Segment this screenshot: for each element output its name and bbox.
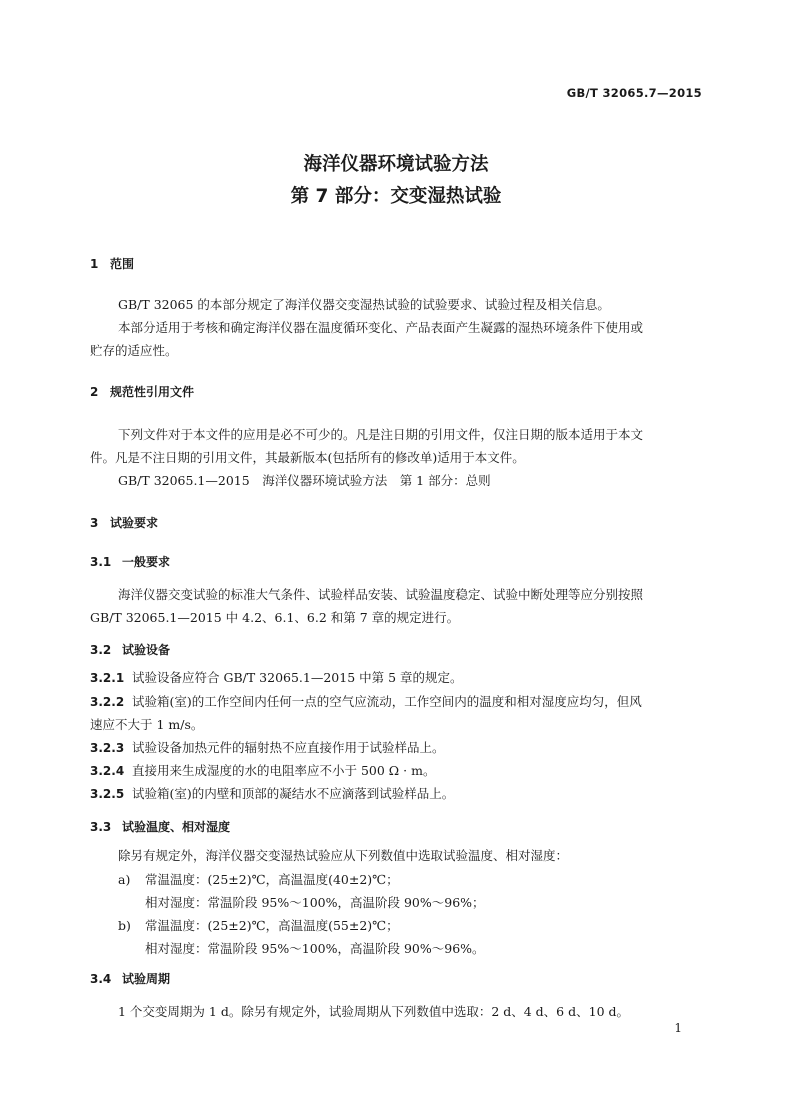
paragraph-continuation: 件。凡是不注日期的引用文件，其最新版本(包括所有的修改单)适用于本文件。 (90, 450, 525, 465)
subsection-3-2-heading (90, 641, 170, 658)
subsection-number: 3.3 (90, 820, 112, 834)
standard-number: GB/T 32065.7—2015 (566, 86, 702, 100)
list-text: 常温温度：(25±2)℃，高温温度(55±2)℃； (145, 918, 399, 933)
paragraph: 本部分适用于考核和确定海洋仪器在温度循环变化、产品表面产生凝露的湿热环境条件下使用或 (118, 320, 644, 335)
section-number: 3 (90, 516, 99, 530)
subsection-3-4-heading (90, 970, 170, 987)
subsection-number: 3.4 (90, 972, 112, 986)
paragraph: 海洋仪器交变试验的标准大气条件、试验样品安装、试验温度稳定、试验中断处理等应分别按照 (118, 587, 644, 602)
paragraph: 除另有规定外，海洋仪器交变湿热试验应从下列数值中选取试验温度、相对湿度： (118, 848, 569, 863)
subsection-3-3-heading (90, 818, 230, 835)
list-label: b) (118, 918, 131, 933)
clause-3-2-3 (90, 738, 445, 756)
clause-number: 3.2.1 (90, 671, 125, 685)
paragraph: GB/T 32065 的本部分规定了海洋仪器交变湿热试验的试验要求、试验过程及相关信息。 (118, 297, 610, 312)
page-number: 1 (674, 1021, 682, 1035)
subsection-title: 试验温度、相对湿度 (122, 820, 231, 834)
doc-title-line2: 第 7 部分：交变湿热试验 (290, 186, 502, 207)
paragraph: 1 个交变周期为 1 d。除另有规定外，试验周期从下列数值中选取：2 d、4 d、6 d、10 d。 (118, 1004, 629, 1019)
subsection-title: 试验设备 (122, 643, 171, 657)
section-3-heading (90, 514, 158, 531)
clause-text: 试验箱(室)的工作空间内任何一点的空气应流动，工作空间内的温度和相对湿度应均匀，但风 (132, 694, 642, 709)
subsection-number: 3.2 (90, 643, 112, 657)
section-title: 规范性引用文件 (110, 385, 195, 399)
subsection-3-1-heading (90, 553, 170, 570)
paragraph-continuation: GB/T 32065.1—2015 中 4.2、6.1、6.2 和第 7 章的规定进行。 (90, 610, 460, 625)
clause-continuation: 速应不大于 1 m/s。 (90, 717, 204, 732)
clause-text: 直接用来生成湿度的水的电阻率应不小于 500 Ω · m。 (132, 763, 436, 778)
doc-title-line1: 海洋仪器环境试验方法 (303, 154, 489, 175)
section-1-heading (90, 255, 134, 272)
clause-number: 3.2.2 (90, 695, 125, 709)
clause-3-2-1 (90, 668, 463, 686)
paragraph: 下列文件对于本文件的应用是必不可少的。凡是注日期的引用文件，仅注日期的版本适用于本文 (118, 427, 644, 442)
clause-text: 试验设备加热元件的辐射热不应直接作用于试验样品上。 (132, 740, 445, 755)
list-item-a (118, 870, 399, 888)
clause-3-2-4 (90, 761, 435, 779)
subsection-title: 试验周期 (122, 972, 171, 986)
list-item-a-humidity: 相对湿度：常温阶段 95%～100%，高温阶段 90%～96%； (145, 895, 485, 910)
list-item-b-humidity: 相对湿度：常温阶段 95%～100%，高温阶段 90%～96%。 (145, 941, 485, 956)
paragraph-continuation: 贮存的适应性。 (90, 343, 178, 358)
subsection-title: 一般要求 (122, 555, 171, 569)
clause-3-2-2 (90, 692, 642, 710)
section-title: 范围 (110, 257, 135, 271)
normative-reference: GB/T 32065.1—2015 海洋仪器环境试验方法 第 1 部分：总则 (118, 473, 491, 488)
clause-3-2-5 (90, 784, 454, 802)
clause-number: 3.2.5 (90, 787, 125, 801)
clause-number: 3.2.3 (90, 741, 125, 755)
clause-text: 试验箱(室)的内壁和顶部的凝结水不应滴落到试验样品上。 (132, 786, 455, 801)
list-label: a) (118, 872, 131, 887)
section-number: 1 (90, 257, 99, 271)
section-title: 试验要求 (110, 516, 159, 530)
list-item-b (118, 916, 399, 934)
clause-text: 试验设备应符合 GB/T 32065.1—2015 中第 5 章的规定。 (132, 670, 463, 685)
subsection-number: 3.1 (90, 555, 112, 569)
section-2-heading (90, 383, 194, 400)
section-number: 2 (90, 385, 99, 399)
list-text: 常温温度：(25±2)℃，高温温度(40±2)℃； (145, 872, 399, 887)
clause-number: 3.2.4 (90, 764, 125, 778)
